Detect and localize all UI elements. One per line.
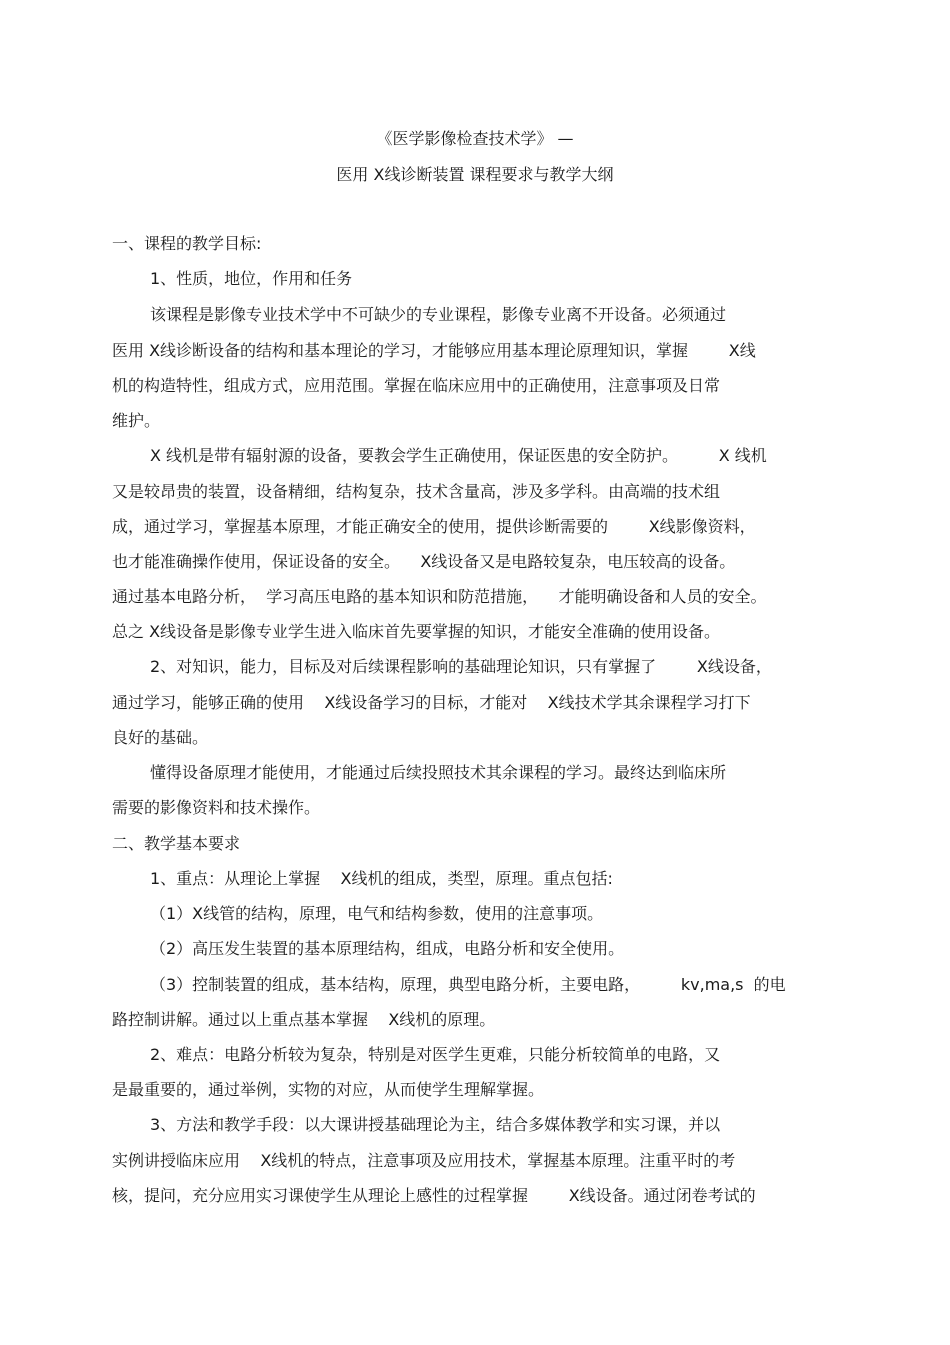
paragraph-line: 通过学习，能够正确的使用 X线设备学习的目标，才能对 X线技术学其余课程学习打下 <box>112 693 751 712</box>
paragraph-line: 又是较昂贵的装置，设备精细，结构复杂，技术含量高，涉及多学科。由高端的技术组 <box>112 482 721 501</box>
section-heading-1: 一、课程的教学目标: <box>112 234 262 253</box>
paragraph-line: 良好的基础。 <box>112 728 209 747</box>
paragraph-line: 路控制讲解。通过以上重点基本掌握 X线机的原理。 <box>112 1010 496 1029</box>
list-item: （3）控制装置的组成，基本结构，原理，典型电路分析，主要电路， kv,ma,s 的电 <box>150 975 786 994</box>
section-heading-2: 二、教学基本要求 <box>112 834 241 853</box>
paragraph-line: 3、方法和教学手段：以大课讲授基础理论为主，结合多媒体教学和实习课，并以 <box>150 1115 721 1134</box>
paragraph-line: 2、难点：电路分析较为复杂，特别是对医学生更难，只能分析较简单的电路，又 <box>150 1045 721 1064</box>
paragraph-line: X 线机是带有辐射源的设备，要教会学生正确使用，保证医患的安全防护。 X 线机 <box>150 446 767 465</box>
paragraph-line: 需要的影像资料和技术操作。 <box>112 798 321 817</box>
list-item: （1）X线管的结构，原理，电气和结构参数，使用的注意事项。 <box>150 904 604 923</box>
paragraph-line: 实例讲授临床应用 X线机的特点，注意事项及应用技术，掌握基本原理。注重平时的考 <box>112 1151 736 1170</box>
paragraph-line: 机的构造特性，组成方式，应用范围。掌握在临床应用中的正确使用，注意事项及日常 <box>112 376 721 395</box>
paragraph-line: 是最重要的，通过举例，实物的对应，从而使学生理解掌握。 <box>112 1080 545 1099</box>
paragraph-line: 2、对知识，能力，目标及对后续课程影响的基础理论知识，只有掌握了 X线设备， <box>150 657 772 676</box>
list-item: （2）高压发生装置的基本原理结构，组成，电路分析和安全使用。 <box>150 939 625 958</box>
paragraph-line: 维护。 <box>112 411 161 430</box>
paragraph-line: 也才能准确操作使用，保证设备的安全。 X线设备又是电路较复杂，电压较高的设备。 <box>112 552 736 571</box>
title-line-2: 医用 X线诊断装置 课程要求与教学大纲 <box>336 165 614 184</box>
paragraph-line: 成，通过学习，掌握基本原理，才能正确安全的使用，提供诊断需要的 X线影像资料， <box>112 517 756 536</box>
paragraph-line: 懂得设备原理才能使用，才能通过后续投照技术其余课程的学习。最终达到临床所 <box>150 763 727 782</box>
paragraph-line: 医用 X线诊断设备的结构和基本理论的学习，才能够应用基本理论原理知识，掌握 X线 <box>112 341 756 360</box>
paragraph-line: 该课程是影像专业技术学中不可缺少的专业课程，影像专业离不开设备。必须通过 <box>150 305 727 324</box>
paragraph-line: 通过基本电路分析， 学习高压电路的基本知识和防范措施， 才能明确设备和人员的安全。 <box>112 587 767 606</box>
paragraph-line: 总之 X线设备是影像专业学生进入临床首先要掌握的知识，才能安全准确的使用设备。 <box>112 622 721 641</box>
paragraph-line: 1、重点：从理论上掌握 X线机的组成，类型，原理。重点包括: <box>150 869 613 888</box>
subheading: 1、性质，地位，作用和任务 <box>150 269 353 288</box>
title-line-1: 《医学影像检查技术学》 — <box>376 129 574 148</box>
paragraph-line: 核，提问，充分应用实习课使学生从理论上感性的过程掌握 X线设备。通过闭卷考试的 <box>112 1186 756 1205</box>
